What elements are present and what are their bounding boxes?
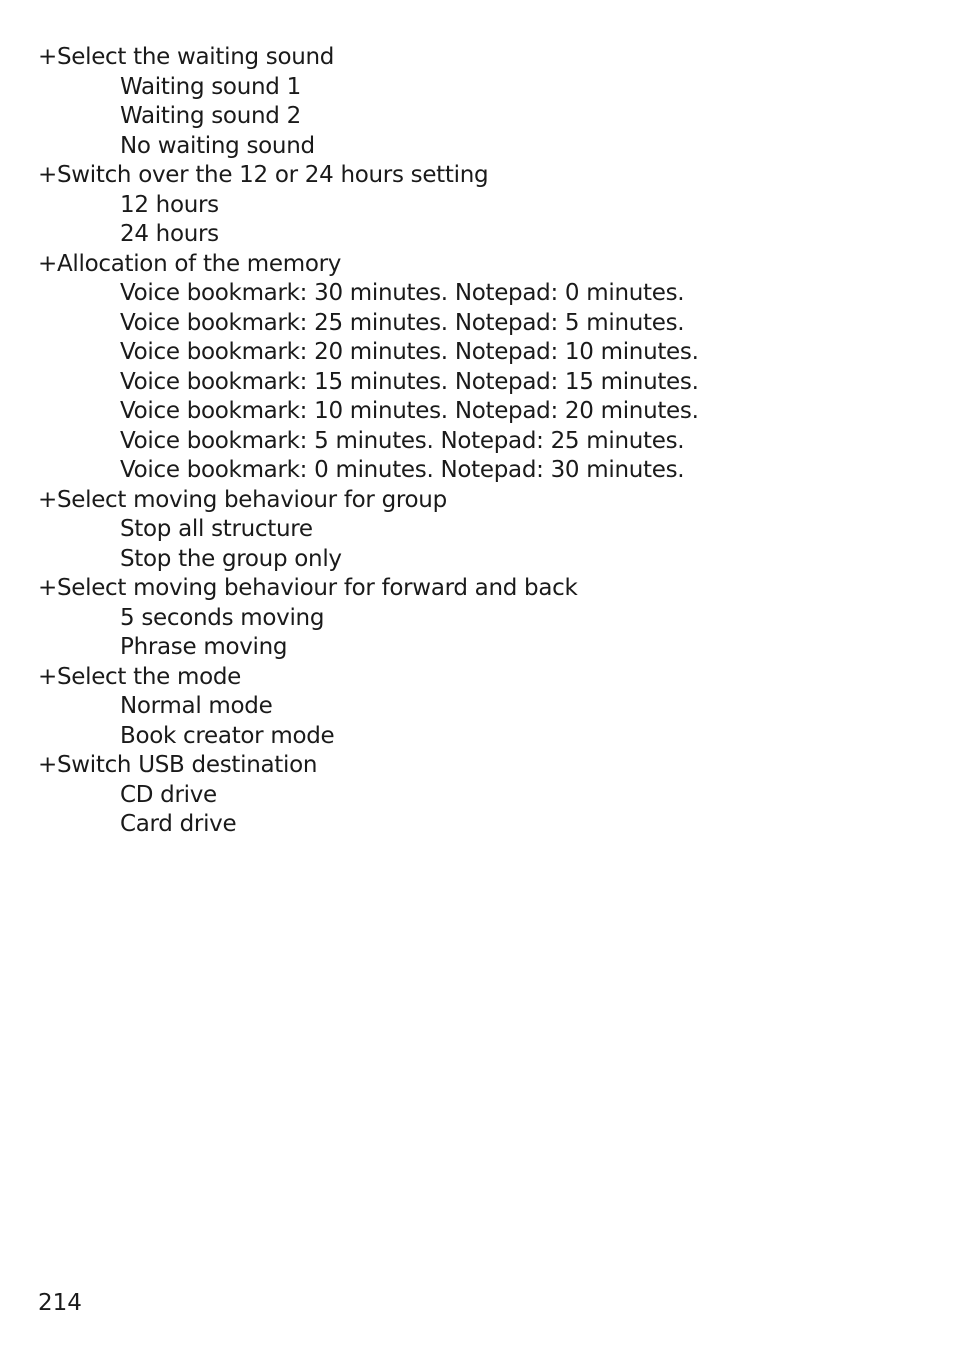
option-memory-25-5: Voice bookmark: 25 minutes. Notepad: 5 minutes. (120, 309, 685, 336)
option-memory-10-20: Voice bookmark: 10 minutes. Notepad: 20 minutes. (120, 398, 699, 424)
section-heading-usb-destination: +Switch USB destination (38, 752, 318, 778)
option-memory-5-25: Voice bookmark: 5 minutes. Notepad: 25 minutes. (120, 427, 685, 454)
section-heading-waiting-sound: +Select the waiting sound (38, 44, 335, 70)
section-heading-mode: +Select the mode (38, 663, 242, 690)
option-memory-0-30: Voice bookmark: 0 minutes. Notepad: 30 minutes. (120, 457, 685, 483)
section-heading-forward-back-behaviour: +Select moving behaviour for forward and back (38, 575, 578, 601)
section-heading-hours-setting: +Switch over the 12 or 24 hours setting (38, 162, 489, 188)
section-heading-memory-allocation: +Allocation of the memory (38, 250, 342, 277)
option-memory-15-15: Voice bookmark: 15 minutes. Notepad: 15 minutes. (120, 368, 699, 395)
option-memory-20-10: Voice bookmark: 20 minutes. Notepad: 10 minutes. (120, 339, 699, 365)
option-normal-mode: Normal mode (120, 693, 273, 719)
settings-menu-list (38, 43, 699, 840)
option-memory-30-0: Voice bookmark: 30 minutes. Notepad: 0 minutes. (120, 280, 685, 306)
option-waiting-sound-2: Waiting sound 2 (120, 103, 301, 129)
option-book-creator-mode: Book creator mode (120, 722, 335, 749)
option-phrase-moving: Phrase moving (120, 634, 288, 660)
option-cd-drive: CD drive (120, 781, 217, 808)
option-waiting-sound-1: Waiting sound 1 (120, 73, 301, 100)
option-card-drive: Card drive (120, 811, 237, 837)
option-stop-group-only: Stop the group only (120, 545, 342, 572)
page-number: 214 (38, 1290, 82, 1316)
option-5-seconds-moving: 5 seconds moving (120, 604, 325, 631)
section-heading-group-behaviour: +Select moving behaviour for group (38, 486, 447, 513)
option-stop-all-structure: Stop all structure (120, 516, 313, 542)
option-24-hours: 24 hours (120, 221, 219, 247)
option-no-waiting-sound: No waiting sound (120, 132, 315, 159)
option-12-hours: 12 hours (120, 191, 219, 218)
